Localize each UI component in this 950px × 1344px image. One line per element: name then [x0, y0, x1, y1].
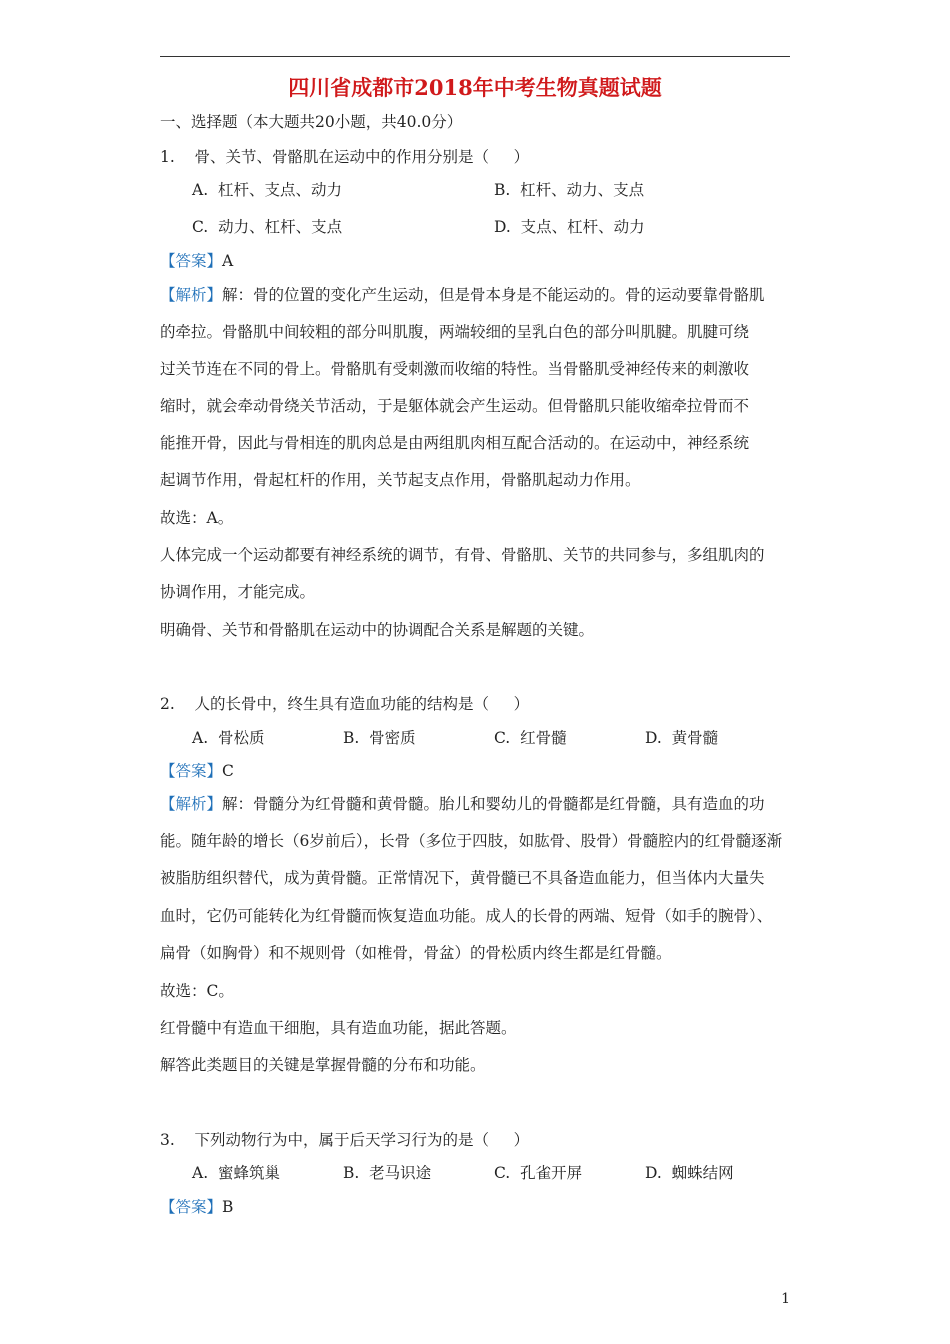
analysis-text: 解：骨髓分为红骨髓和黄骨髓。胎儿和婴幼儿的骨髓都是红骨髓，具有造血的功: [222, 795, 765, 813]
analysis-tag: 【解析】: [160, 286, 223, 304]
question-2-analysis-line: 能。随年龄的增长（6岁前后），长骨（多位于四肢，如肱骨、股骨）骨髓腔内的红骨髓逐渐: [160, 832, 783, 850]
question-3-option-c: C. 孔雀开屏: [494, 1164, 583, 1182]
question-2-note: 红骨髓中有造血干细胞，具有造血功能，据此答题。: [160, 1019, 517, 1037]
question-1-option-d: D. 支点、杠杆、动力: [494, 218, 645, 236]
answer-value: A: [222, 252, 234, 270]
question-1-note: 明确骨、关节和骨骼肌在运动中的协调配合关系是解题的关键。: [160, 621, 595, 639]
page-number: 1: [781, 1291, 790, 1307]
question-1-analysis-line: 缩时，就会牵动骨绕关节活动，于是躯体就会产生运动。但骨骼肌只能收缩牵拉骨而不: [160, 397, 750, 415]
section-heading: 一、选择题（本大题共20小题，共40.0分）: [160, 113, 463, 131]
question-2-option-b: B. 骨密质: [343, 729, 416, 747]
question-3-answer: [160, 1196, 800, 1218]
question-2-option-a: A. 骨松质: [192, 729, 265, 747]
question-2-analysis-line: 被脂肪组织替代，成为黄骨髓。正常情况下，黄骨髓已不具备造血能力，但当体内大量失: [160, 869, 765, 887]
question-2-note: 解答此类题目的关键是掌握骨髓的分布和功能。: [160, 1056, 486, 1074]
question-1-analysis-line: [160, 284, 800, 306]
question-2-analysis-line: [160, 793, 800, 815]
question-1-analysis-line: 的牵拉。骨骼肌中间较粗的部分叫肌腹，两端较细的呈乳白色的部分叫肌腱。肌腱可绕: [160, 323, 750, 341]
question-1-analysis-line: 起调节作用，骨起杠杆的作用，关节起支点作用，骨骼肌起动力作用。: [160, 471, 641, 489]
question-1-answer: [160, 250, 800, 272]
question-2-option-d: D. 黄骨髓: [645, 729, 719, 747]
analysis-tag: 【解析】: [160, 795, 223, 813]
question-1-option-b: B. 杠杆、动力、支点: [494, 181, 645, 199]
answer-tag: 【答案】: [160, 1198, 223, 1216]
question-3-option-a: A. 蜜蜂筑巢: [192, 1164, 280, 1182]
analysis-text: 解：骨的位置的变化产生运动，但是骨本身是不能运动的。骨的运动要靠骨骼肌: [222, 286, 765, 304]
answer-tag: 【答案】: [160, 252, 223, 270]
question-2-stem: 2. 人的长骨中，终生具有造血功能的结构是（ ）: [160, 695, 530, 713]
question-1-choice: 故选：A。: [160, 509, 234, 527]
question-1-option-a: A. 杠杆、支点、动力: [192, 181, 342, 199]
question-1-analysis-line: 过关节连在不同的骨上。骨骼肌有受刺激而收缩的特性。当骨骼肌受神经传来的刺激收: [160, 360, 750, 378]
question-2-option-c: C. 红骨髓: [494, 729, 567, 747]
header-rule: [160, 56, 790, 57]
question-1-note: 协调作用，才能完成。: [160, 583, 316, 601]
question-3-option-d: D. 蜘蛛结网: [645, 1164, 734, 1182]
question-2-answer: [160, 760, 800, 782]
question-1-option-c: C. 动力、杠杆、支点: [192, 218, 343, 236]
question-2-analysis-line: 扁骨（如胸骨）和不规则骨（如椎骨，骨盆）的骨松质内终生都是红骨髓。: [160, 944, 672, 962]
answer-value: B: [222, 1198, 234, 1216]
answer-value: C: [222, 762, 234, 780]
question-2-analysis-line: 血时，它仍可能转化为红骨髓而恢复造血功能。成人的长骨的两端、短骨（如手的腕骨）、: [160, 907, 773, 925]
question-2-choice: 故选：C。: [160, 982, 234, 1000]
question-1-analysis-line: 能推开骨，因此与骨相连的肌肉总是由两组肌肉相互配合活动的。在运动中，神经系统: [160, 434, 750, 452]
question-3-stem: 3. 下列动物行为中，属于后天学习行为的是（ ）: [160, 1131, 530, 1149]
question-1-stem: 1. 骨、关节、骨骼肌在运动中的作用分别是（ ）: [160, 148, 530, 166]
question-1-note: 人体完成一个运动都要有神经系统的调节，有骨、骨骼肌、关节的共同参与，多组肌肉的: [160, 546, 765, 564]
document-title: 四川省成都市2018年中考生物真题试题: [288, 75, 662, 100]
question-3-option-b: B. 老马识途: [343, 1164, 432, 1182]
answer-tag: 【答案】: [160, 762, 223, 780]
